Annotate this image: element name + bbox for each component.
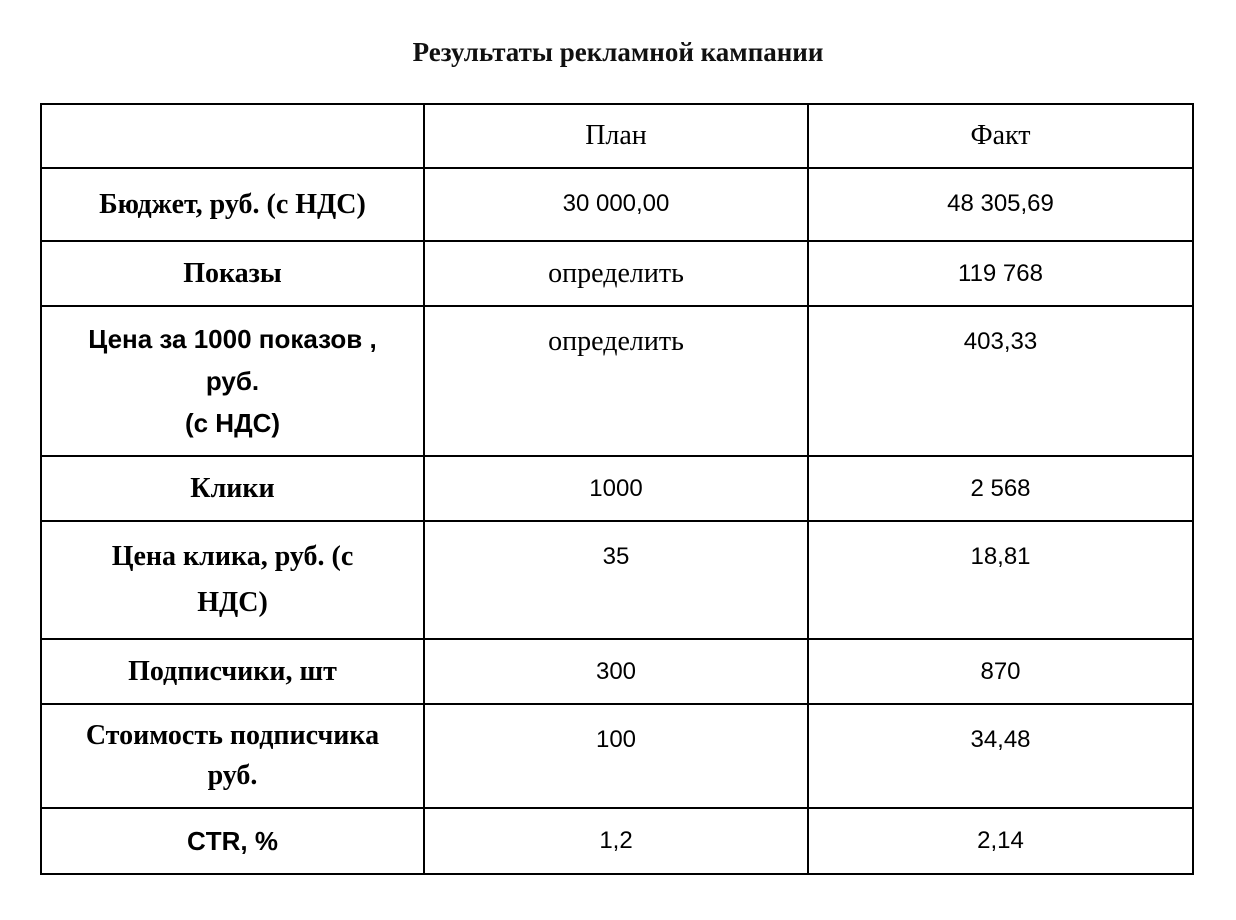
- header-cell-fact: Факт: [808, 104, 1193, 168]
- row-label-cpc-line-1: Цена клика, руб. (с: [111, 541, 354, 572]
- row-label-cpm: [41, 306, 424, 456]
- row-label-cpm-line-3: (с НДС): [184, 408, 281, 438]
- row-label-cpm-line-2: руб.: [205, 366, 260, 396]
- table-header-row: [41, 104, 1193, 168]
- row-label-ctr: CTR, %: [41, 808, 424, 874]
- header-cell-plan: План: [424, 104, 808, 168]
- table-row-budget: [41, 168, 1193, 241]
- table-row-clicks: [41, 456, 1193, 521]
- fact-value-cost-per-subscriber: 34,48: [808, 704, 1193, 808]
- fact-value-impressions: 119 768: [808, 241, 1193, 306]
- fact-value-subscribers: 870: [808, 639, 1193, 704]
- plan-value-impressions: определить: [424, 241, 808, 306]
- plan-value-subscribers: 300: [424, 639, 808, 704]
- fact-value-cpc: 18,81: [808, 521, 1193, 639]
- plan-value-budget: 30 000,00: [424, 168, 808, 241]
- table-row-ctr: [41, 808, 1193, 874]
- campaign-results-table: [40, 103, 1194, 875]
- fact-value-ctr: 2,14: [808, 808, 1193, 874]
- row-label-cost-per-subscriber: [41, 704, 424, 808]
- table-row-cpm: [41, 306, 1193, 456]
- row-label-cpc: [41, 521, 424, 639]
- fact-value-cpm: 403,33: [808, 306, 1193, 456]
- row-label-cps-line-1: Стоимость подписчика: [85, 720, 380, 751]
- plan-value-ctr: 1,2: [424, 808, 808, 874]
- row-label-clicks: Клики: [41, 456, 424, 521]
- row-label-cps-line-2: руб.: [207, 760, 258, 791]
- plan-value-cpc: 35: [424, 521, 808, 639]
- plan-value-cost-per-subscriber: 100: [424, 704, 808, 808]
- plan-value-clicks: 1000: [424, 456, 808, 521]
- table-row-subscribers: [41, 639, 1193, 704]
- row-label-cpm-line-1: Цена за 1000 показов ,: [88, 324, 377, 354]
- header-cell-label: [41, 104, 424, 168]
- row-label-subscribers: Подписчики, шт: [41, 639, 424, 704]
- fact-value-budget: 48 305,69: [808, 168, 1193, 241]
- row-label-impressions: Показы: [41, 241, 424, 306]
- row-label-budget: Бюджет, руб. (с НДС): [41, 168, 424, 241]
- row-label-cpc-line-2: НДС): [197, 587, 268, 618]
- table-row-impressions: [41, 241, 1193, 306]
- table-row-cpc: [41, 521, 1193, 639]
- plan-value-cpm: определить: [424, 306, 808, 456]
- page-title: Результаты рекламной кампании: [412, 37, 824, 67]
- table-row-cost-per-subscriber: [41, 704, 1193, 808]
- fact-value-clicks: 2 568: [808, 456, 1193, 521]
